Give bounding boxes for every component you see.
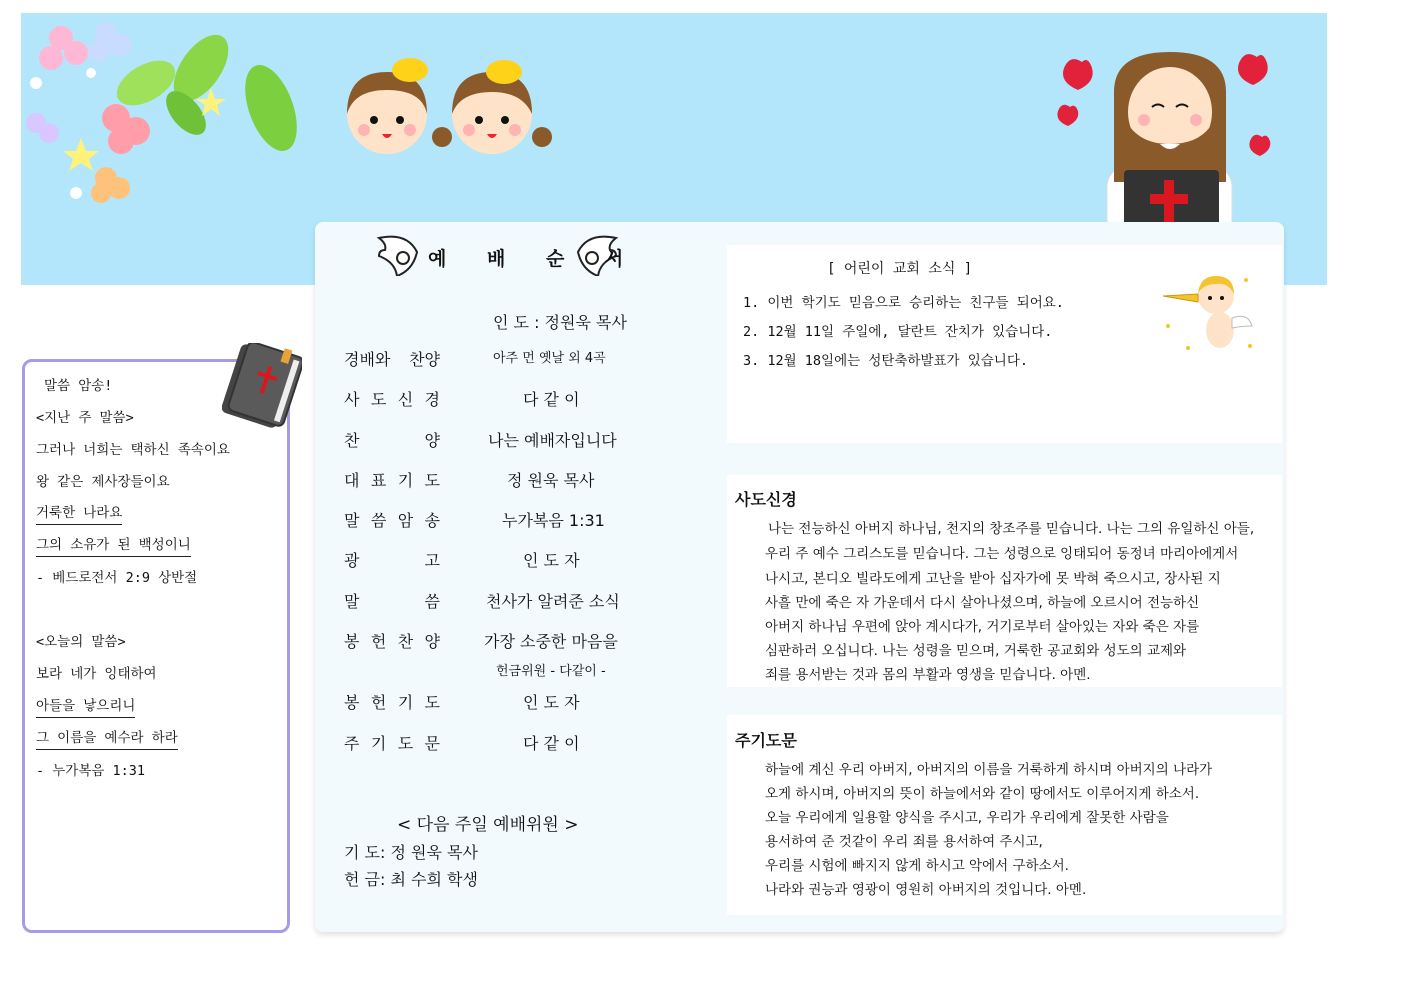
service-order-value: 다 같 이 bbox=[523, 734, 580, 753]
news-item: 1. 이번 학기도 믿음으로 승리하는 친구들 되어요. bbox=[743, 295, 1064, 311]
news-title: [ 어린이 교회 소식 ] bbox=[827, 261, 973, 277]
service-order-value: 인 도 자 bbox=[523, 693, 580, 712]
creed-title: 사도신경 bbox=[735, 490, 797, 509]
news-item: 3. 12월 18일에는 성탄축하발표가 있습니다. bbox=[743, 353, 1029, 369]
last-week-line: 그러나 너희는 택하신 족속이요 bbox=[36, 442, 230, 458]
memory-verse-heading: 말씀 암송! bbox=[44, 378, 113, 394]
next-week-prayer: 기 도: 정 원욱 목사 bbox=[344, 843, 478, 862]
creed-line: 나시고, 본디오 빌라도에게 고난을 받아 십자가에 못 박혀 죽으시고, 장사된 지 bbox=[765, 571, 1221, 587]
service-order-label: 찬 양 bbox=[344, 431, 440, 450]
service-order-title: 예 배 순 서 bbox=[428, 248, 641, 270]
today-reference: - 누가복음 1:31 bbox=[36, 763, 146, 779]
last-week-line: 왕 같은 제사장들이요 bbox=[36, 474, 170, 490]
children-illustration bbox=[342, 52, 552, 157]
service-order-value: 인 도 자 bbox=[523, 551, 580, 570]
service-order-label: 경배와 찬양 bbox=[344, 350, 440, 369]
service-order-label: 봉 헌 찬 양 bbox=[344, 632, 440, 651]
service-order-value: 천사가 알려준 소식 bbox=[486, 592, 620, 611]
service-order-value: 가장 소중한 마음을 bbox=[484, 632, 618, 651]
flower-decoration bbox=[21, 13, 301, 213]
service-order-value: 누가복음 1:31 bbox=[502, 511, 605, 530]
last-week-line: 그의 소유가 된 백성이니 bbox=[36, 533, 191, 557]
creed-line: 나는 전능하신 아버지 하나님, 천지의 창조주를 믿습니다. 나는 그의 유일하신 아들, bbox=[768, 521, 1255, 537]
service-order-label: 주 기 도 문 bbox=[344, 734, 440, 753]
bible-icon bbox=[222, 343, 302, 429]
service-order-value: 아주 먼 옛날 외 4곡 bbox=[493, 351, 606, 366]
creed-line: 사흘 만에 죽은 자 가운데서 다시 살아나셨으며, 하늘에 오르시어 전능하신 bbox=[765, 595, 1200, 611]
prayer-line: 하늘에 계신 우리 아버지, 아버지의 이름을 거룩하게 하시며 아버지의 나라가 bbox=[765, 762, 1213, 778]
prayer-line: 오늘 우리에게 일용할 양식을 주시고, 우리가 우리에게 잘못한 사람을 bbox=[765, 810, 1169, 826]
news-item: 2. 12월 11일 주일에, 달란트 잔치가 있습니다. bbox=[743, 324, 1053, 340]
today-line: 보라 네가 잉태하여 bbox=[36, 666, 157, 682]
creed-line: 아버지 하나님 우편에 앉아 계시다가, 거기로부터 살아있는 자와 죽은 자를 bbox=[765, 619, 1200, 635]
service-order-label: 사 도 신 경 bbox=[344, 390, 440, 409]
jesus-illustration bbox=[1052, 52, 1284, 244]
service-order-label: 말 씀 bbox=[344, 592, 440, 611]
prayer-line: 오게 하시며, 아버지의 뜻이 하늘에서와 같이 땅에서도 이루어지게 하소서. bbox=[765, 786, 1200, 802]
creed-line: 우리 주 예수 그리스도를 믿습니다. 그는 성령으로 잉태되어 동정녀 마리아에게서 bbox=[765, 546, 1239, 562]
prayer-line: 나라와 권능과 영광이 영원히 아버지의 것입니다. 아멘. bbox=[765, 882, 1087, 898]
service-order-label: 봉 헌 기 도 bbox=[344, 693, 440, 712]
service-order-value: 다 같 이 bbox=[523, 390, 580, 409]
service-leader: 인 도 : 정원욱 목사 bbox=[493, 313, 627, 332]
last-week-title: <지난 주 말씀> bbox=[36, 410, 134, 426]
today-line: 그 이름을 예수라 하라 bbox=[36, 726, 178, 750]
last-week-line: 거룩한 나라요 bbox=[36, 501, 122, 525]
creed-line: 심판하러 오십니다. 나는 성령을 믿으며, 거룩한 공교회와 성도의 교제와 bbox=[765, 643, 1187, 659]
prayer-line: 용서하여 준 것같이 우리 죄를 용서하여 주시고, bbox=[765, 834, 1043, 850]
offering-committee-note: 헌금위원 - 다같이 - bbox=[496, 664, 606, 679]
prayer-title: 주기도문 bbox=[735, 731, 797, 750]
next-week-title: < 다음 주일 예배위원 > bbox=[397, 815, 579, 835]
prayer-line: 우리를 시험에 빠지지 않게 하시고 악에서 구하소서. bbox=[765, 858, 1069, 874]
cupid-trumpet-icon bbox=[1158, 268, 1258, 358]
service-order-value: 정 원욱 목사 bbox=[507, 471, 595, 490]
service-order-label: 광 고 bbox=[344, 551, 440, 570]
service-order-value: 나는 예배자입니다 bbox=[488, 431, 617, 450]
today-line: 아들을 낳으리니 bbox=[36, 694, 135, 718]
service-order-label: 대 표 기 도 bbox=[344, 471, 440, 490]
today-title: <오늘의 말씀> bbox=[36, 634, 126, 650]
last-week-reference: - 베드로전서 2:9 상반절 bbox=[36, 570, 198, 586]
next-week-offering: 헌 금: 최 수희 학생 bbox=[344, 870, 478, 889]
service-order-label: 말 씀 암 송 bbox=[344, 511, 440, 530]
creed-line: 죄를 용서받는 것과 몸의 부활과 영생을 믿습니다. 아멘. bbox=[765, 667, 1091, 683]
